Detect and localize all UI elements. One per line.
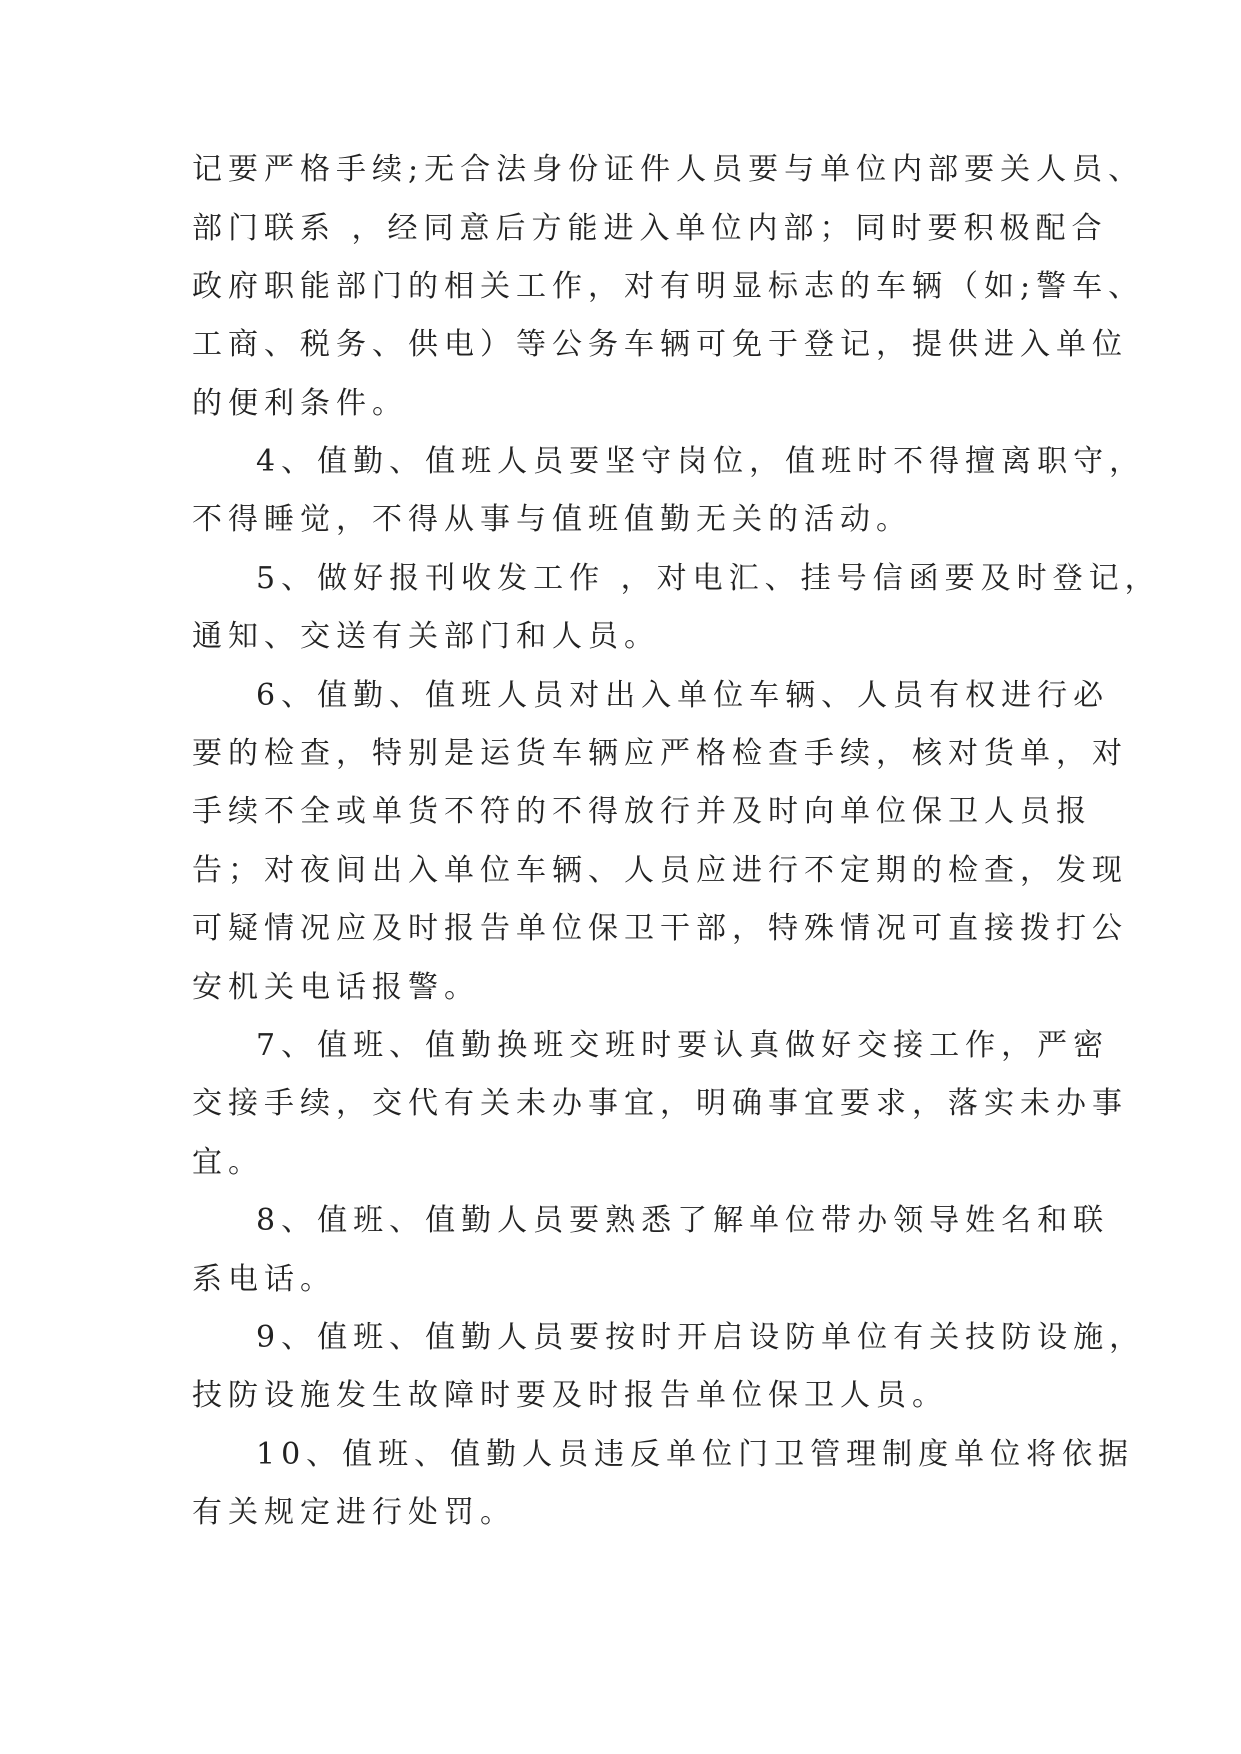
- paragraph-4-start: 4、值勤、值班人员要坚守岗位，值班时不得擅离职守，: [256, 444, 1146, 479]
- paragraph-10-start: 10、值班、值勤人员违反单位门卫管理制度单位将依据: [256, 1437, 1135, 1472]
- text-line: 的便利条件。: [192, 386, 408, 421]
- paragraph-6-start: 6、值勤、值班人员对出入单位车辆、人员有权进行必: [256, 678, 1110, 713]
- text-line: 政府职能部门的相关工作，对有明显标志的车辆（如;警车、: [192, 269, 1145, 304]
- text-line: 记要严格手续;无合法身份证件人员要与单位内部要关人员、: [192, 152, 1145, 187]
- text-line: 可疑情况应及时报告单位保卫干部，特殊情况可直接拨打公: [192, 911, 1128, 946]
- text-line: 告；对夜间出入单位车辆、人员应进行不定期的检查，发现: [192, 853, 1128, 888]
- paragraph-7-start: 7、值班、值勤换班交班时要认真做好交接工作，严密: [256, 1028, 1110, 1063]
- text-line: 部门联系 ，经同意后方能进入单位内部；同时要积极配合: [192, 211, 1108, 246]
- text-line: 系电话。: [192, 1262, 336, 1297]
- text-line: 要的检查，特别是运货车辆应严格检查手续，核对货单，对: [192, 736, 1128, 771]
- text-line: 安机关电话报警。: [192, 970, 480, 1005]
- paragraph-5-start: 5、做好报刊收发工作 ，对电汇、挂号信函要及时登记，: [256, 561, 1161, 596]
- text-line: 交接手续，交代有关未办事宜，明确事宜要求，落实未办事: [192, 1086, 1128, 1121]
- text-line: 手续不全或单货不符的不得放行并及时向单位保卫人员报: [192, 794, 1092, 829]
- text-line: 通知、交送有关部门和人员。: [192, 619, 660, 654]
- text-line: 不得睡觉，不得从事与值班值勤无关的活动。: [192, 502, 912, 537]
- text-line: 工商、税务、供电）等公务车辆可免于登记，提供进入单位: [192, 327, 1128, 362]
- paragraph-8-start: 8、值班、值勤人员要熟悉了解单位带办领导姓名和联: [256, 1203, 1110, 1238]
- text-line: 有关规定进行处罚。: [192, 1495, 516, 1530]
- text-line: 宜。: [192, 1145, 264, 1180]
- paragraph-9-start: 9、值班、值勤人员要按时开启设防单位有关技防设施，: [256, 1320, 1146, 1355]
- text-line: 技防设施发生故障时要及时报告单位保卫人员。: [192, 1378, 948, 1413]
